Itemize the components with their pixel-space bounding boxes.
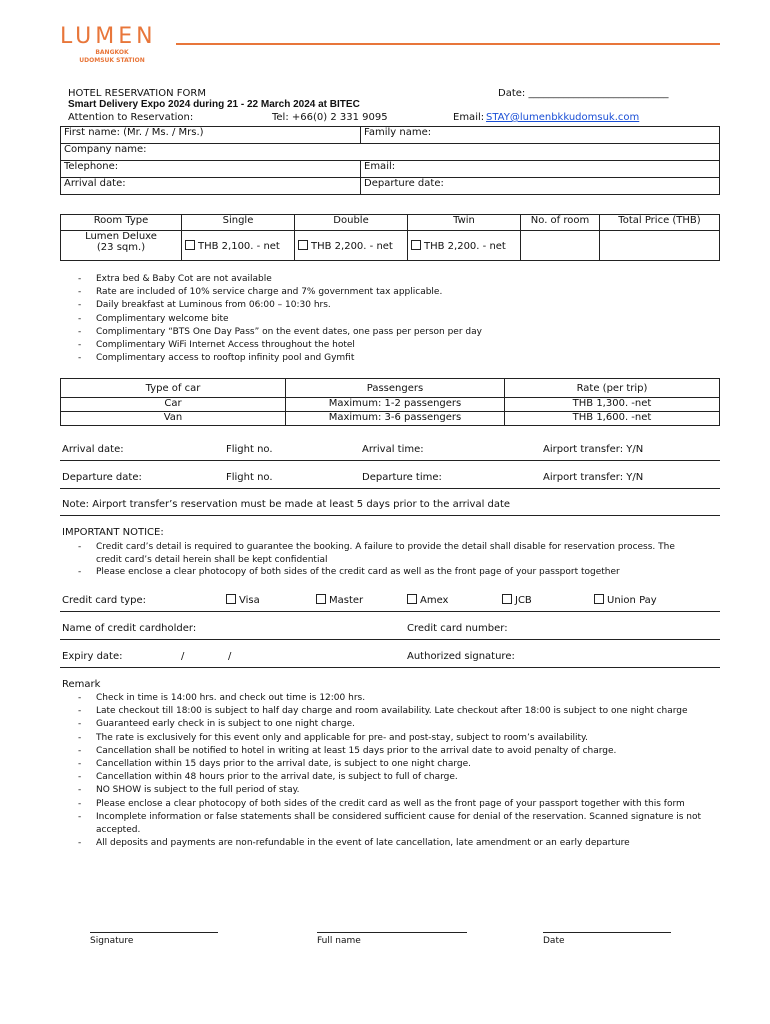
logo-subtitle-station: UDOMSUK STATION [79, 57, 145, 64]
full-name-label: Full name [317, 936, 361, 946]
remark-list [62, 692, 702, 850]
header-divider [176, 43, 720, 45]
signature-line[interactable] [90, 932, 218, 933]
jcb-label: JCB [515, 595, 532, 606]
remark-item: - Cancellation within 48 hours prior to the arrival date, is subject to full of charge. [62, 771, 702, 784]
company-name-field[interactable]: Company name: [61, 144, 720, 161]
full-name-line[interactable] [317, 932, 467, 933]
date-field[interactable]: Date: ____________________________ [498, 88, 669, 99]
room-header-type: Room Type [61, 215, 182, 231]
room-header-single: Single [182, 215, 295, 231]
date-line[interactable] [543, 932, 671, 933]
email-label: Email: [453, 112, 485, 123]
room-count-input[interactable] [521, 231, 600, 261]
note-divider [60, 515, 720, 516]
room-note: - Complimentary “BTS One Day Pass” on the event dates, one pass per person per day [62, 326, 482, 339]
expiry-slash-1: / [181, 651, 185, 662]
arrival-row-divider [60, 460, 720, 461]
expiry-slash-2: / [228, 651, 232, 662]
room-header-total: Total Price (THB) [600, 215, 720, 231]
card-number-field[interactable]: Credit card number: [407, 623, 508, 634]
card-type-divider [60, 611, 720, 612]
signature-label: Signature [90, 936, 134, 946]
room-note: - Complimentary access to rooftop infinity pool and Gymfit [62, 352, 482, 365]
twin-rate: THB 2,200. - net [424, 240, 506, 252]
attention-label: Attention to Reservation: [68, 112, 194, 123]
double-option[interactable] [295, 231, 408, 261]
single-rate: THB 2,100. - net [198, 240, 280, 252]
logo-subtitle-city: BANGKOK [95, 49, 129, 56]
airport-transfer-table [60, 378, 720, 426]
card-option-jcb[interactable] [502, 594, 532, 606]
remark-item: - NO SHOW is subject to the full period of stay. [62, 784, 702, 797]
master-label: Master [329, 595, 364, 606]
remark-item: - Late checkout till 18:00 is subject to half day charge and room availability. Late checkout after 18:00 is subject to one night charge [62, 705, 702, 718]
notice-list [62, 541, 702, 579]
unionpay-checkbox[interactable] [594, 594, 604, 604]
card-option-master[interactable] [316, 594, 363, 606]
room-notes-list [62, 273, 482, 365]
flight-arrival-number[interactable]: Flight no. [226, 444, 273, 455]
total-price-input[interactable] [600, 231, 720, 261]
master-checkbox[interactable] [316, 594, 326, 604]
authorized-signature-field[interactable]: Authorized signature: [407, 651, 515, 662]
email-field[interactable]: Email: [361, 161, 720, 178]
first-name-field[interactable]: First name: (Mr. / Ms. / Mrs.) [61, 127, 361, 144]
expiry-divider [60, 667, 720, 668]
room-note: - Complimentary WiFi Internet Access throughout the hotel [62, 339, 482, 352]
card-option-amex[interactable] [407, 594, 448, 606]
arrival-date-field[interactable]: Arrival date: [61, 178, 361, 195]
remark-item: - Cancellation shall be notified to hotel in writing at least 15 days prior to the arrival date to avoid penalty of charge. [62, 745, 702, 758]
flight-arrival-date[interactable]: Arrival date: [62, 444, 124, 455]
room-type-name: Lumen Deluxe [85, 231, 157, 242]
transfer-note: Note: Airport transfer’s reservation must be made at least 5 days prior to the arrival date [62, 499, 511, 510]
notice-title: IMPORTANT NOTICE: [62, 527, 164, 538]
remark-item: - Guaranteed early check in is subject to one night charge. [62, 718, 702, 731]
room-note: - Rate are included of 10% service charge and 7% government tax applicable. [62, 286, 482, 299]
room-header-double: Double [295, 215, 408, 231]
transfer-passengers: Maximum: 3-6 passengers [286, 412, 505, 426]
room-note: - Daily breakfast at Luminous from 06:00 – 10:30 hrs. [62, 299, 482, 312]
transfer-header-rate: Rate (per trip) [505, 379, 720, 398]
flight-arrival-time[interactable]: Arrival time: [362, 444, 424, 455]
expiry-date-field[interactable]: Expiry date: [62, 651, 123, 662]
remark-item: - Check in time is 14:00 hrs. and check out time is 12:00 hrs. [62, 692, 702, 705]
email-link[interactable]: STAY@lumenbkkudomsuk.com [486, 112, 640, 123]
room-note: - Complimentary welcome bite [62, 313, 482, 326]
visa-label: Visa [239, 595, 260, 606]
unionpay-label: Union Pay [607, 595, 657, 606]
transfer-rate: THB 1,300. -net [505, 398, 720, 412]
double-rate: THB 2,200. - net [311, 240, 393, 252]
remark-item: - Please enclose a clear photocopy of both sides of the credit card as well as the front page of your passport together with this form [62, 798, 702, 811]
transfer-passengers: Maximum: 1-2 passengers [286, 398, 505, 412]
telephone-number: Tel: +66(0) 2 331 9095 [272, 112, 388, 123]
date-label: Date [543, 936, 565, 946]
arrival-airport-transfer[interactable]: Airport transfer: Y/N [543, 444, 644, 455]
card-holder-divider [60, 639, 720, 640]
room-header-count: No. of room [521, 215, 600, 231]
family-name-field[interactable]: Family name: [361, 127, 720, 144]
credit-card-type-label: Credit card type: [62, 595, 147, 606]
transfer-car-type: Car [61, 398, 286, 412]
transfer-header-passengers: Passengers [286, 379, 505, 398]
remark-item: - All deposits and payments are non-refundable in the event of late cancellation, late amendment or an early departure [62, 837, 702, 850]
room-header-twin: Twin [408, 215, 521, 231]
card-option-unionpay[interactable] [594, 594, 657, 606]
amex-checkbox[interactable] [407, 594, 417, 604]
guest-info-table [60, 126, 720, 195]
transfer-header-car: Type of car [61, 379, 286, 398]
card-option-visa[interactable] [226, 594, 260, 606]
jcb-checkbox[interactable] [502, 594, 512, 604]
notice-item: - Please enclose a clear photocopy of both sides of the credit card as well as the front page of your passport together [62, 566, 702, 579]
room-rate-table [60, 214, 720, 261]
transfer-rate: THB 1,600. -net [505, 412, 720, 426]
form-title: HOTEL RESERVATION FORM [68, 88, 206, 99]
cardholder-name-field[interactable]: Name of credit cardholder: [62, 623, 197, 634]
twin-option[interactable] [408, 231, 521, 261]
single-option[interactable] [182, 231, 295, 261]
room-type-size: (23 sqm.) [96, 242, 146, 253]
departure-row-divider [60, 488, 720, 489]
notice-item: - Credit card’s detail is required to guarantee the booking. A failure to provide the detail shall disable for reservation process. The credit card’s detail herein shall be kept confidential [62, 541, 702, 566]
departure-date-field[interactable]: Departure date: [361, 178, 720, 195]
room-type-cell [61, 231, 182, 261]
room-note: - Extra bed & Baby Cot are not available [62, 273, 482, 286]
departure-airport-transfer[interactable]: Airport transfer: Y/N [543, 472, 644, 483]
single-checkbox[interactable] [185, 240, 195, 250]
flight-departure-time[interactable]: Departure time: [362, 472, 442, 483]
flight-departure-date[interactable]: Departure date: [62, 472, 142, 483]
remark-item: - Incomplete information or false statements shall be considered sufficient cause for denial of the reservation. Scanned signature is not accepted. [62, 811, 702, 837]
amex-label: Amex [420, 595, 449, 606]
double-checkbox[interactable] [298, 240, 308, 250]
visa-checkbox[interactable] [226, 594, 236, 604]
remark-item: - The rate is exclusively for this event only and applicable for pre- and post-stay, subject to room’s availability. [62, 732, 702, 745]
flight-departure-number[interactable]: Flight no. [226, 472, 273, 483]
telephone-field[interactable]: Telephone: [61, 161, 361, 178]
remark-item: - Cancellation within 15 days prior to the arrival date, is subject to one night charge. [62, 758, 702, 771]
remark-title: Remark [62, 679, 101, 690]
hotel-logo: LUMEN [60, 24, 157, 49]
transfer-car-type: Van [61, 412, 286, 426]
event-title: Smart Delivery Expo 2024 during 21 - 22 March 2024 at BITEC [68, 99, 360, 110]
twin-checkbox[interactable] [411, 240, 421, 250]
